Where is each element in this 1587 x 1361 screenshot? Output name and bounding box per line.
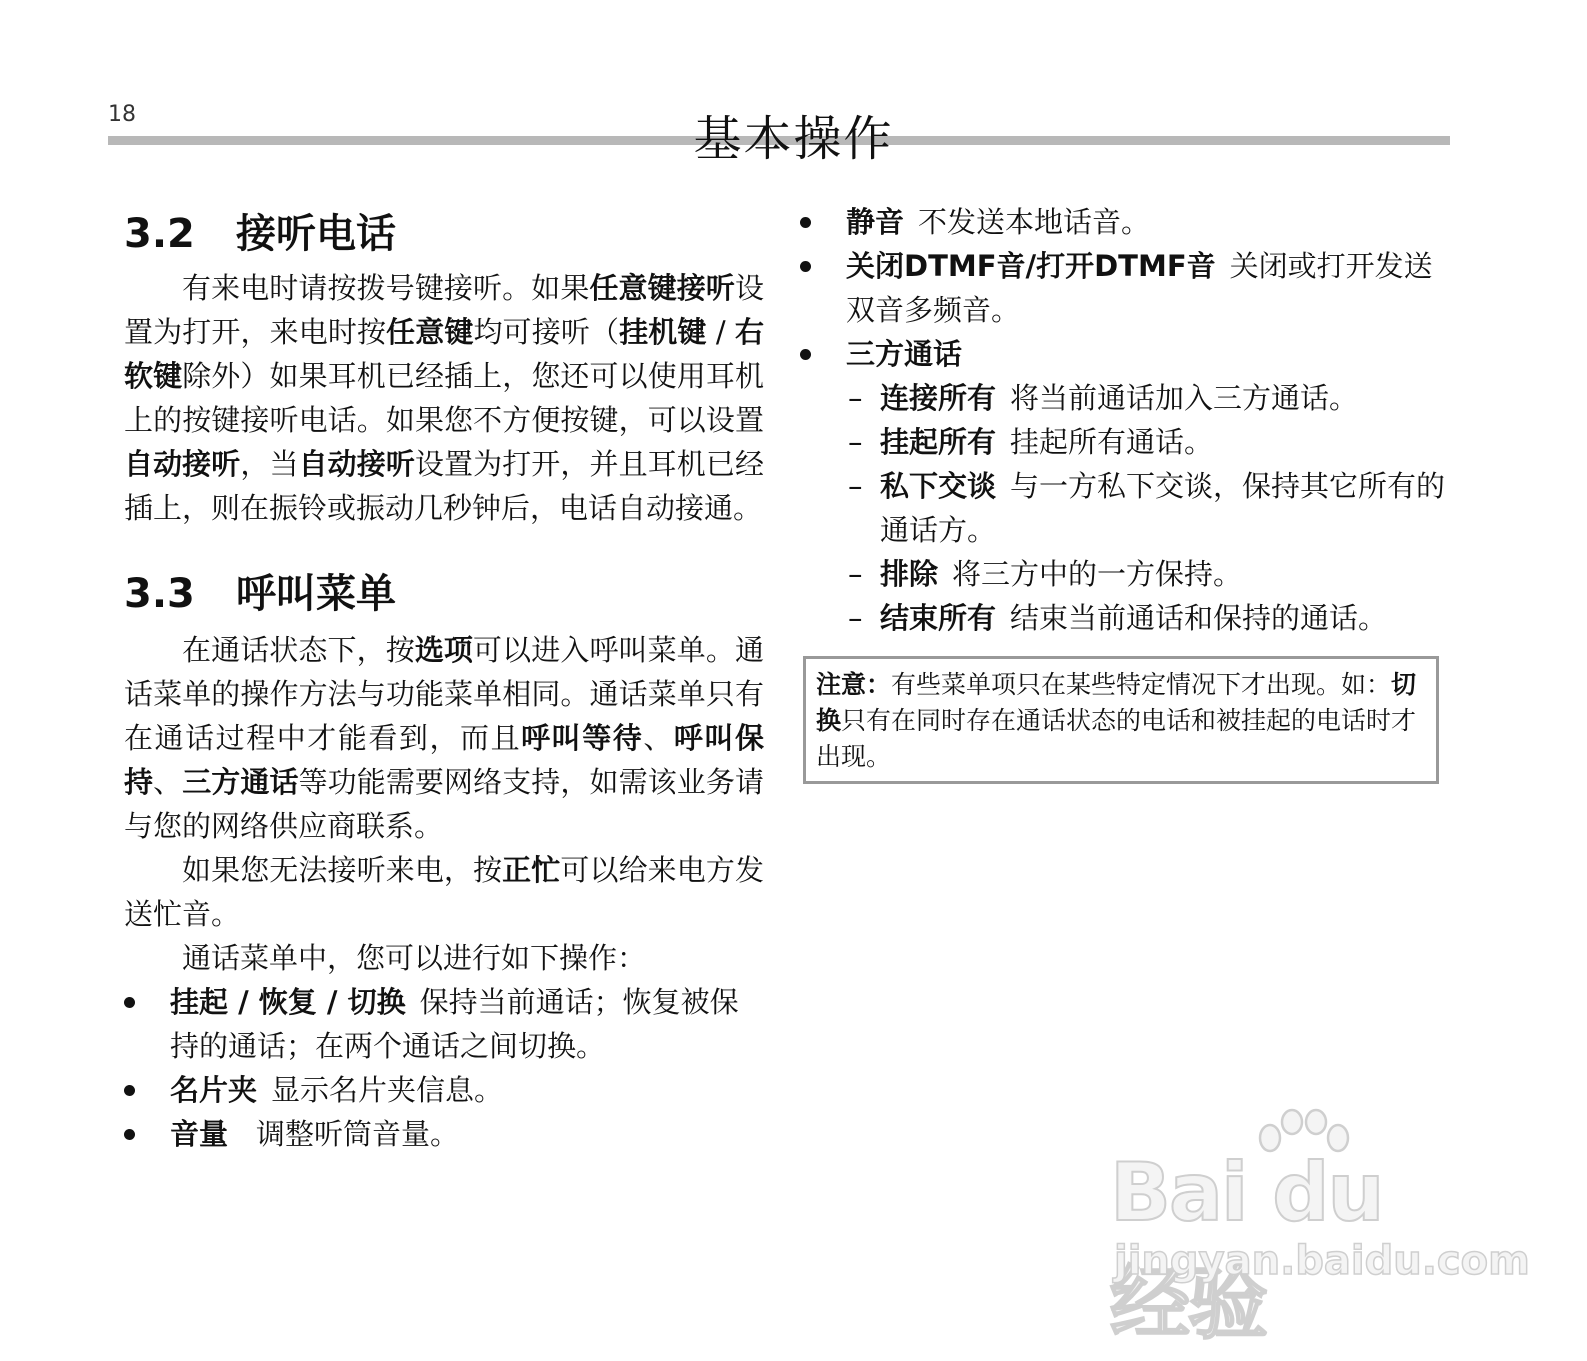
dash-icon: –: [848, 557, 863, 591]
bullet-icon: [124, 997, 135, 1008]
text-run: 等功能需要网络支持，如需该业务请与您的网络供应商联系。: [124, 765, 764, 843]
item-term: 挂起 / 恢复 / 切换: [170, 985, 406, 1019]
sub-item: [846, 552, 1450, 596]
bold-term: 自动接听: [298, 447, 415, 481]
item-desc: 将当前通话加入三方通话。: [1010, 381, 1359, 415]
bullet-icon: [800, 349, 811, 360]
paragraph-answer-call: [124, 266, 764, 530]
bold-term: 任意键接听: [589, 271, 735, 305]
item-term: 连接所有: [880, 381, 997, 415]
text-run: ，当: [240, 447, 299, 481]
watermark-url: jingyan.baidu.com: [1114, 1238, 1530, 1284]
item-term: 静音: [846, 205, 905, 239]
item-term: 结束所有: [880, 601, 997, 635]
text-run: 除外）如果耳机已经插上，您还可以使用耳机上的按键接听电话。如果您不方便按键，可以设置: [124, 359, 764, 437]
section-title: 接听电话: [236, 211, 396, 257]
text-run: 只有在同时存在通话状态的电话和被挂起的电话时才出现。: [816, 706, 1417, 771]
text-run: 有来电时请按拨号键接听。如果: [182, 271, 590, 305]
paragraph-busy: [124, 848, 764, 936]
bold-term: 呼叫等待: [521, 721, 644, 755]
item-desc: 结束当前通话和保持的通话。: [1010, 601, 1388, 635]
bold-term: 注意：: [816, 670, 892, 699]
item-desc: 不发送本地话音。: [918, 205, 1151, 239]
item-desc: 显示名片夹信息。: [271, 1073, 504, 1107]
bold-term: 呼叫保持: [124, 721, 764, 799]
left-column: [124, 208, 764, 1156]
item-term: 音量: [170, 1117, 229, 1151]
item-term: 三方通话: [846, 337, 963, 371]
bold-term: 切换: [816, 670, 1417, 735]
sub-item: [846, 596, 1450, 640]
call-menu-list-continued: [800, 200, 1450, 376]
text-run: 可以进入呼叫菜单。通话菜单的操作方法与功能菜单相同。通话菜单只有在通话过程中才能看到，而且: [124, 633, 764, 755]
dash-icon: –: [848, 381, 863, 415]
bold-term: 挂机键: [619, 315, 707, 349]
item-desc: 调整听筒音量。: [256, 1117, 460, 1151]
sub-item: [846, 420, 1450, 464]
section-number: 3.3: [124, 571, 195, 617]
sub-item: [846, 464, 1450, 552]
bold-term: 自动接听: [124, 447, 241, 481]
item-desc: 挂起所有通话。: [1010, 425, 1214, 459]
section-title: 呼叫菜单: [236, 571, 396, 617]
list-item: [124, 1068, 764, 1112]
list-item: [800, 332, 1450, 376]
sub-item: [846, 376, 1450, 420]
watermark-brand: Bai du 经验: [1110, 1146, 1383, 1350]
bold-term: 右软键: [124, 315, 764, 393]
bold-term: 正忙: [502, 853, 561, 887]
section-number: 3.2: [124, 211, 195, 257]
text-run: /: [706, 315, 735, 349]
note-box: [803, 656, 1439, 784]
item-desc: 关闭或打开发送双音多频音。: [846, 249, 1433, 327]
item-term: 关闭DTMF音/打开DTMF音: [846, 249, 1216, 283]
bullet-icon: [800, 261, 811, 272]
bullet-icon: [800, 217, 811, 228]
section-3-2-heading: [124, 208, 764, 260]
item-desc: 将三方中的一方保持。: [952, 557, 1243, 591]
item-desc: 保持当前通话；恢复被保持的通话；在两个通话之间切换。: [170, 985, 739, 1063]
item-term: 挂起所有: [880, 425, 997, 459]
section-3-3-heading: [124, 568, 764, 620]
item-term: 私下交谈: [880, 469, 997, 503]
list-item: [124, 1112, 764, 1156]
three-way-call-sublist: [800, 376, 1450, 640]
bold-term: 任意键: [386, 315, 474, 349]
call-menu-list: [124, 980, 764, 1156]
right-column: [800, 200, 1450, 784]
text-run: 设置为打开，并且耳机已经插上，则在振铃或振动几秒钟后，电话自动接通。: [124, 447, 764, 525]
bold-term: 三方通话: [182, 765, 299, 799]
paragraph-call-menu: [124, 628, 764, 848]
bullet-icon: [124, 1129, 135, 1140]
text-run: 设置为打开，来电时按: [124, 271, 764, 349]
text-run: 、: [643, 721, 674, 755]
bold-term: 选项: [414, 633, 474, 667]
page-number: 18: [108, 102, 136, 127]
text-run: 可以给来电方发送忙音。: [124, 853, 764, 931]
page-title: 基本操作: [693, 111, 894, 167]
text-run: 如果您无法接听来电，按: [182, 853, 503, 887]
text-run: 、: [153, 765, 183, 799]
list-item: [800, 244, 1450, 332]
dash-icon: –: [848, 469, 863, 503]
list-item: [800, 200, 1450, 244]
item-term: 排除: [880, 557, 939, 591]
paragraph-operations-intro: 通话菜单中，您可以进行如下操作：: [182, 941, 647, 975]
watermark: [1108, 1108, 1530, 1350]
text-run: 均可接听（: [473, 315, 620, 349]
dash-icon: –: [848, 425, 863, 459]
item-desc: 与一方私下交谈，保持其它所有的通话方。: [880, 469, 1446, 547]
text-run: 在通话状态下，按: [182, 633, 415, 667]
list-item: [124, 980, 764, 1068]
bullet-icon: [124, 1085, 135, 1096]
text-run: 有些菜单项只在某些特定情况下才出现。如：: [891, 670, 1392, 699]
dash-icon: –: [848, 601, 863, 635]
item-term: 名片夹: [170, 1073, 258, 1107]
